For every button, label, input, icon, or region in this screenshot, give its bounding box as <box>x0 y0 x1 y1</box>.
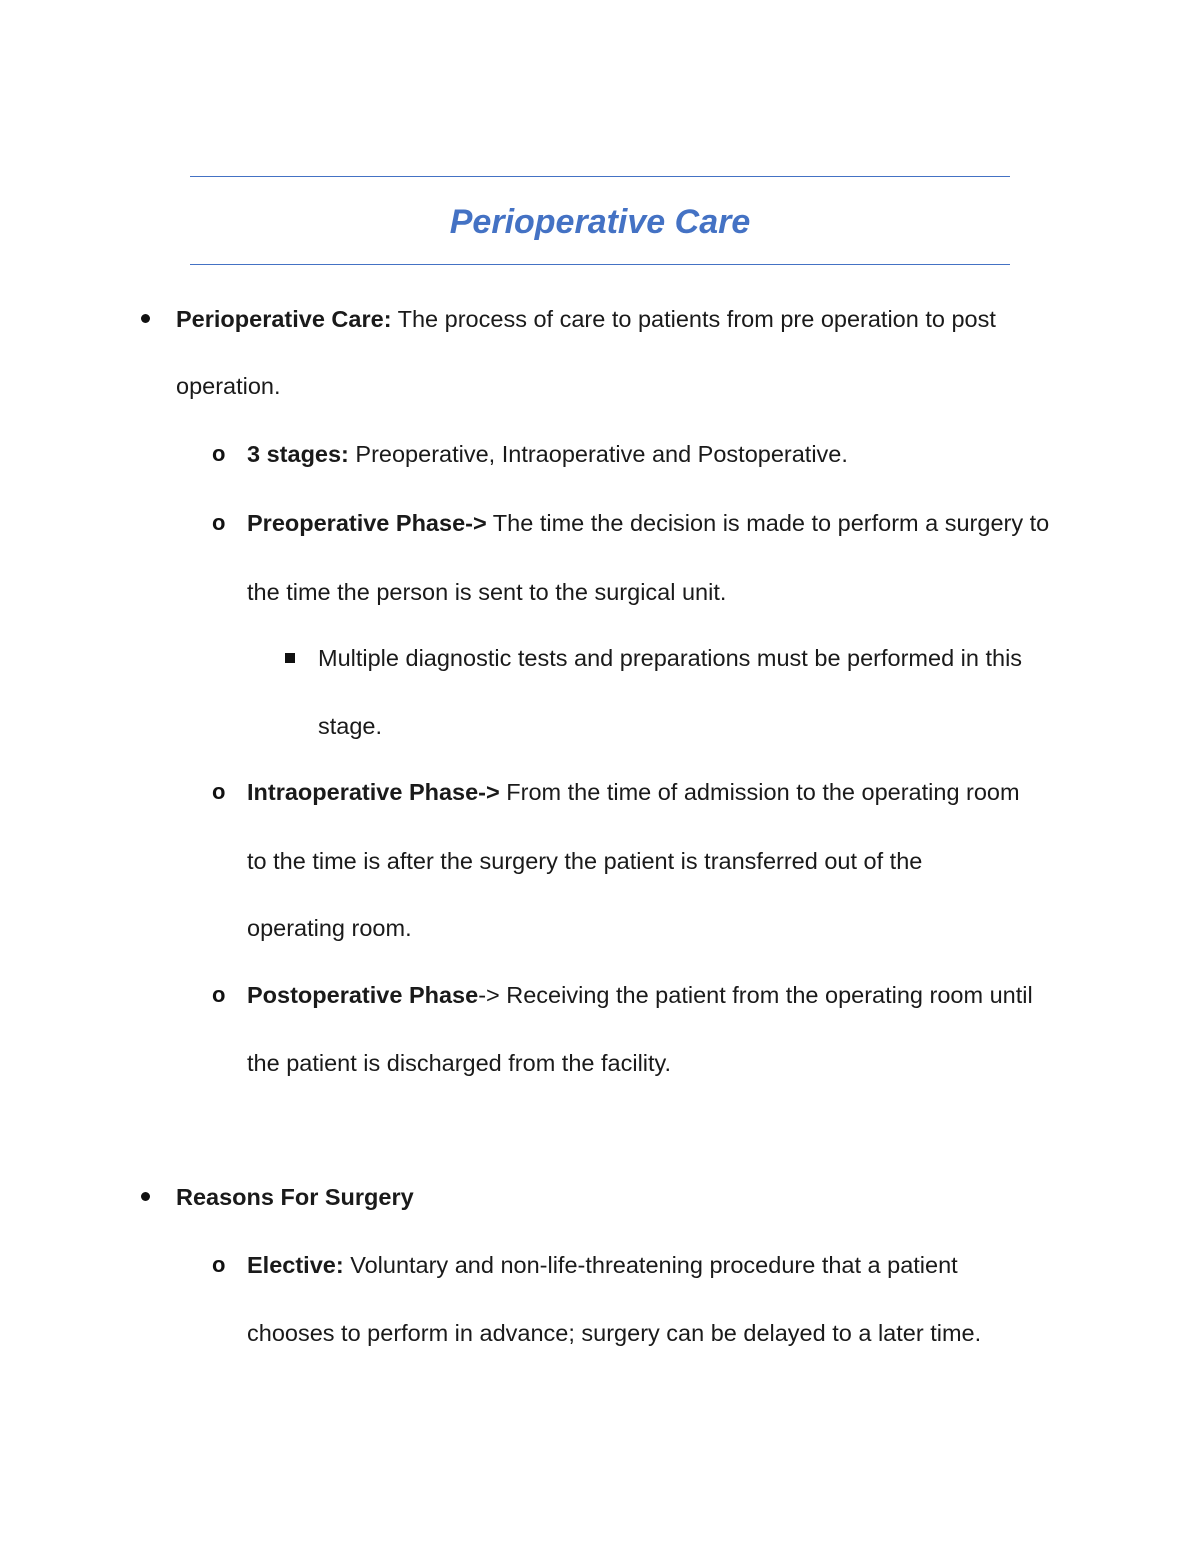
term-stages: 3 stages: <box>247 441 349 467</box>
circle-bullet-icon: o <box>212 1252 226 1277</box>
term-postoperative: Postoperative Phase <box>247 982 479 1008</box>
circle-bullet-icon: o <box>212 779 226 804</box>
definition-elective: Voluntary and non-life-threatening procedure that a patient <box>343 1252 958 1278</box>
disc-bullet-icon <box>141 314 150 323</box>
list-item-postoperative-line-2: the patient is discharged from the facility. <box>247 1050 672 1076</box>
definition-preoperative: The time the decision is made to perform a surgery to <box>486 510 1050 536</box>
list-item-reasons <box>176 1182 414 1212</box>
title-bottom-rule <box>190 264 1010 265</box>
term-intraoperative: Intraoperative Phase-> <box>247 779 500 805</box>
definition-perioperative: The process of care to patients from pre operation to post <box>391 306 996 332</box>
term-elective: Elective: <box>247 1252 344 1278</box>
sub-item-diagnostic-line-1: Multiple diagnostic tests and preparations must be performed in this <box>318 645 1023 671</box>
list-item-intraoperative-line-2: to the time is after the surgery the patient is transferred out of the <box>247 848 923 874</box>
title-top-rule <box>190 176 1010 177</box>
definition-intraoperative: From the time of admission to the operating room <box>499 779 1020 805</box>
circle-bullet-icon: o <box>212 441 226 466</box>
term-preoperative: Preoperative Phase-> <box>247 510 487 536</box>
list-item-perioperative-line-1 <box>176 304 996 334</box>
list-item-postoperative-line-1 <box>247 980 1033 1010</box>
list-item-preoperative-line-2: the time the person is sent to the surgical unit. <box>247 579 727 605</box>
disc-bullet-icon <box>141 1192 150 1201</box>
sub-item-diagnostic-line-2: stage. <box>318 713 383 739</box>
term-reasons: Reasons For Surgery <box>176 1184 414 1210</box>
circle-bullet-icon: o <box>212 982 226 1007</box>
term-perioperative: Perioperative Care: <box>176 306 392 332</box>
list-item-stages <box>247 439 848 469</box>
list-item-intraoperative-line-1 <box>247 777 1020 807</box>
definition-stages: Preoperative, Intraoperative and Postoperative. <box>348 441 848 467</box>
list-item-perioperative-line-2: operation. <box>176 373 281 399</box>
list-item-preoperative-line-1 <box>247 508 1049 538</box>
square-bullet-icon <box>285 653 295 663</box>
page-title: Perioperative Care <box>449 203 751 241</box>
list-item-elective-line-1 <box>247 1250 958 1280</box>
list-item-elective-line-2: chooses to perform in advance; surgery can be delayed to a later time. <box>247 1320 982 1346</box>
definition-postoperative: -> Receiving the patient from the operating room until <box>478 982 1033 1008</box>
list-item-intraoperative-line-3: operating room. <box>247 915 412 941</box>
circle-bullet-icon: o <box>212 510 226 535</box>
